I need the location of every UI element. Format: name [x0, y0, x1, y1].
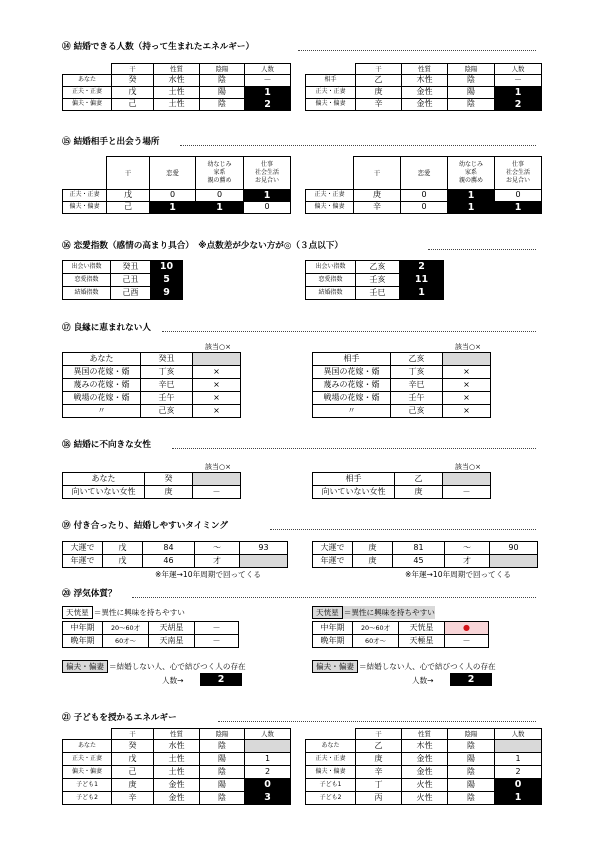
star-desc-text: ＝異性に興味を持ちやすい	[343, 608, 435, 617]
cell: 陰	[200, 99, 245, 111]
cell: 丁亥	[391, 366, 443, 379]
s21-right-table	[305, 728, 542, 805]
cell: 癸	[112, 75, 154, 87]
cell: 陽	[200, 87, 245, 99]
score-cell: 1	[400, 287, 444, 300]
s21-left-table	[62, 728, 291, 805]
cell: 陰	[200, 792, 245, 805]
cell: 辛巳	[391, 379, 443, 392]
cell: 辛	[112, 792, 154, 805]
header-cell: 幼なじみ 家系 親の薦め	[448, 157, 495, 190]
cell: 土性	[154, 753, 200, 766]
cell: 陰	[448, 766, 495, 779]
header-cell: 陰陽	[200, 64, 245, 75]
header-cell	[306, 157, 354, 190]
header-cell: 性質	[154, 64, 200, 75]
cell: 己酉	[111, 287, 151, 300]
section-19-title: ⑲ 付き合ったり、結婚しやすいタイミング	[62, 521, 228, 531]
cell: 己丑	[111, 274, 151, 287]
cell: 陰	[448, 99, 495, 111]
cell: 陽	[448, 753, 495, 766]
row-label: 相手	[306, 75, 356, 87]
row-label: 正夫・正妻	[306, 87, 356, 99]
check-cell: ×	[443, 405, 491, 418]
cell: 陽	[200, 753, 245, 766]
cell: 水性	[154, 75, 200, 87]
row-label: 出会い指数	[63, 261, 111, 274]
count-cell: 1	[150, 202, 196, 214]
cell: 金性	[402, 99, 448, 111]
cell: 天胡星	[149, 622, 195, 635]
cell: 癸	[145, 473, 193, 486]
cell: 81	[393, 542, 445, 555]
row-label: 結婚指数	[63, 287, 111, 300]
row-label: 年運で	[63, 555, 103, 568]
marker-cell: ●	[445, 622, 489, 635]
cell: 丁	[356, 779, 402, 792]
s15-right-table	[305, 156, 542, 214]
row-label: 戦場の花嫁・婿	[63, 392, 141, 405]
s18-left-table	[62, 472, 241, 499]
header-cell: 干	[356, 64, 402, 75]
cell: 陰	[448, 792, 495, 805]
cell: 戊	[103, 555, 143, 568]
cell: 60才～	[103, 635, 149, 648]
count-cell: 1	[245, 87, 291, 99]
cell: 20～60才	[103, 622, 149, 635]
cell: 金性	[402, 766, 448, 779]
cell: －	[195, 635, 239, 648]
header-cell: 陰陽	[448, 64, 495, 75]
check-cell	[443, 473, 491, 486]
section-18-title: ⑱ 結婚に不向きな女性	[62, 440, 151, 450]
s20-right-table	[312, 621, 489, 648]
count-cell: 1	[196, 202, 244, 214]
cell: 辛	[354, 202, 401, 214]
section-17-title: ⑰ 良縁に恵まれない人	[62, 323, 151, 333]
cell: 壬午	[391, 392, 443, 405]
cell: 陰	[200, 766, 245, 779]
title-dotted-rule	[172, 448, 536, 449]
s20-left-table	[62, 621, 239, 648]
cell: 庚	[145, 486, 193, 499]
row-label: 恋愛指数	[306, 274, 356, 287]
header-cell: 仕事 社会生活 お見合い	[244, 157, 291, 190]
partner-desc-text: ＝結婚しない人、心で結びつく人の存在	[358, 662, 496, 671]
row-label: 〃	[313, 405, 391, 418]
cell: ～	[445, 542, 490, 555]
cell: 己	[112, 99, 154, 111]
check-header: 該当○×	[205, 463, 231, 471]
row-label: あなた	[306, 740, 356, 753]
cell: 0	[150, 190, 196, 202]
partner-label: 偏夫・偏妻	[312, 660, 358, 673]
star-description	[62, 606, 185, 619]
check-cell: －	[443, 486, 491, 499]
cell: 己	[107, 202, 150, 214]
title-dotted-rule	[270, 529, 536, 530]
cell: 壬午	[141, 392, 193, 405]
row-label: 蔑みの花嫁・婿	[63, 379, 141, 392]
cell: 火性	[402, 779, 448, 792]
cell: 水性	[154, 740, 200, 753]
cell: ～	[195, 542, 240, 555]
check-cell: ×	[193, 392, 241, 405]
cell: 壬巳	[356, 287, 400, 300]
count-cell: 1	[495, 202, 542, 214]
check-cell: ×	[193, 405, 241, 418]
section-20-title: ⑳ 浮気体質？	[62, 589, 117, 599]
header-cell: 仕事 社会生活 お見合い	[495, 157, 542, 190]
cell: 戊	[103, 542, 143, 555]
section-21-title: ㉑ 子どもを授かるエネルギー	[62, 713, 177, 723]
cell: 庚	[353, 542, 393, 555]
count-box: 2	[450, 673, 492, 686]
row-label: 偏夫・偏妻	[306, 99, 356, 111]
cell: 0	[401, 190, 448, 202]
header-cell: 人数	[495, 64, 542, 75]
header-cell: 干	[112, 729, 154, 740]
title-dotted-rule	[180, 145, 536, 146]
check-cell: ×	[443, 392, 491, 405]
cell: 丙	[356, 792, 402, 805]
row-label: 偏夫・偏妻	[63, 202, 107, 214]
cell: 戊	[112, 87, 154, 99]
s18-right-table	[312, 472, 491, 499]
count-label: 人数→	[162, 676, 184, 685]
title-dotted-rule	[162, 331, 536, 332]
score-cell: 5	[151, 274, 183, 287]
header-cell: 人数	[245, 729, 291, 740]
row-label: 偏夫・偏妻	[63, 766, 112, 779]
row-label: 中年期	[63, 622, 103, 635]
cell: 乙	[356, 740, 402, 753]
s16-right-table	[305, 260, 444, 300]
cell: 壬亥	[356, 274, 400, 287]
cell: 90	[490, 542, 538, 555]
cell: 庚	[356, 753, 402, 766]
section-14-title: ⑭ 結婚できる人数（持って生まれたエネルギー）	[62, 42, 255, 52]
section-15-title: ⑮ 結婚相手と出会う場所	[62, 137, 160, 147]
header-cell: 干	[112, 64, 154, 75]
row-label: 正夫・正妻	[63, 190, 107, 202]
row-label: あなた	[63, 353, 141, 366]
cell: 金性	[402, 87, 448, 99]
check-cell: ×	[193, 366, 241, 379]
cell: 戊	[112, 753, 154, 766]
row-label: 出会い指数	[306, 261, 356, 274]
cell: 土性	[154, 766, 200, 779]
row-label: 相手	[313, 473, 395, 486]
year-cycle-note: ※年運→10年周期で回ってくる	[155, 570, 261, 579]
cell: 陽	[448, 87, 495, 99]
row-label: 蔑みの花嫁・婿	[313, 379, 391, 392]
row-label: 異国の花嫁・婿	[313, 366, 391, 379]
header-cell: 恋愛	[401, 157, 448, 190]
cell: 60才～	[353, 635, 399, 648]
cell: －	[495, 75, 542, 87]
score-cell: 11	[400, 274, 444, 287]
title-dotted-rule	[132, 597, 536, 598]
cell: 84	[143, 542, 195, 555]
cell: 0	[244, 202, 291, 214]
header-cell: 陰陽	[448, 729, 495, 740]
header-cell	[63, 64, 112, 75]
row-label: 正夫・正妻	[306, 753, 356, 766]
row-label: あなた	[63, 75, 112, 87]
cell: 癸丑	[111, 261, 151, 274]
score-cell: 9	[151, 287, 183, 300]
check-header: 該当○×	[455, 463, 481, 471]
cell: 0	[495, 190, 542, 202]
s16-left-table	[62, 260, 183, 300]
year-cycle-note: ※年運→10年周期で回ってくる	[405, 570, 511, 579]
header-cell	[63, 729, 112, 740]
row-label: 子ども2	[63, 792, 112, 805]
s17-right-table	[312, 352, 491, 418]
cell: 庚	[112, 779, 154, 792]
row-label: 子ども1	[306, 779, 356, 792]
s14-right-table	[305, 63, 542, 111]
header-cell: 性質	[402, 64, 448, 75]
cell: 金性	[402, 753, 448, 766]
check-cell: －	[193, 486, 241, 499]
cell: 庚	[353, 555, 393, 568]
row-label: あなた	[63, 740, 112, 753]
cell: 癸丑	[141, 353, 193, 366]
row-label: 晩年期	[63, 635, 103, 648]
row-label: 晩年期	[313, 635, 353, 648]
count-cell: 0	[245, 779, 291, 792]
cell: 庚	[356, 87, 402, 99]
count-cell: 2	[495, 99, 542, 111]
cell: －	[245, 75, 291, 87]
check-cell: ×	[193, 379, 241, 392]
cell: 金性	[154, 792, 200, 805]
cell: 木性	[402, 740, 448, 753]
count-cell: 1	[495, 87, 542, 99]
score-cell: 10	[151, 261, 183, 274]
title-dotted-rule	[218, 721, 536, 722]
s17-left-table	[62, 352, 241, 418]
count-cell: 1	[448, 190, 495, 202]
row-label: 子ども1	[63, 779, 112, 792]
row-label: 中年期	[313, 622, 353, 635]
cell	[490, 555, 538, 568]
row-label: 偏夫・偏妻	[306, 202, 354, 214]
cell: －	[445, 635, 489, 648]
row-label: 〃	[63, 405, 141, 418]
cell: 46	[143, 555, 195, 568]
partner-description	[312, 660, 496, 673]
s14-left-table	[62, 63, 291, 111]
count-cell: 3	[245, 792, 291, 805]
cell: 土性	[154, 99, 200, 111]
check-cell: ×	[443, 366, 491, 379]
cell: 庚	[395, 486, 443, 499]
cell: 天極星	[399, 635, 445, 648]
row-label: あなた	[63, 473, 145, 486]
cell: 乙亥	[356, 261, 400, 274]
cell: 1	[245, 753, 291, 766]
row-label: 年運で	[313, 555, 353, 568]
partner-label: 偏夫・偏妻	[62, 660, 108, 673]
cell: 土性	[154, 87, 200, 99]
cell: 庚	[354, 190, 401, 202]
cell: 0	[401, 202, 448, 214]
check-cell: ×	[443, 379, 491, 392]
count-box: 2	[200, 673, 242, 686]
cell: 戊	[107, 190, 150, 202]
check-header: 該当○×	[455, 343, 481, 351]
star-label: 天恍星	[62, 606, 93, 619]
cell: 20～60才	[353, 622, 399, 635]
row-label: 向いていない女性	[313, 486, 395, 499]
header-cell	[63, 157, 107, 190]
cell: 乙	[395, 473, 443, 486]
header-cell: 性質	[402, 729, 448, 740]
cell: 天南星	[149, 635, 195, 648]
cell: 丁亥	[141, 366, 193, 379]
cell: 陽	[448, 779, 495, 792]
count-cell: 1	[244, 190, 291, 202]
row-label: 大運で	[63, 542, 103, 555]
star-desc-text: ＝異性に興味を持ちやすい	[93, 608, 185, 617]
header-cell: 干	[107, 157, 150, 190]
header-cell	[306, 729, 356, 740]
cell: 0	[196, 190, 244, 202]
cell: 2	[245, 766, 291, 779]
count-label: 人数→	[412, 676, 434, 685]
count-cell: 1	[495, 792, 542, 805]
header-cell: 人数	[245, 64, 291, 75]
cell: 陰	[448, 75, 495, 87]
count-cell: 2	[245, 99, 291, 111]
cell: 己亥	[391, 405, 443, 418]
check-cell	[443, 353, 491, 366]
check-header: 該当○×	[205, 343, 231, 351]
s19-right-table	[312, 541, 538, 568]
cell	[240, 555, 288, 568]
cell: 陽	[200, 779, 245, 792]
star-label: 天恍星	[312, 606, 343, 619]
cell: 己	[112, 766, 154, 779]
star-description	[312, 606, 435, 619]
cell: 才	[445, 555, 490, 568]
section-16-title: ⑯ 恋愛指数（感情の高まり具合） ※点数差が少ない方が◎（３点以下）	[62, 241, 343, 251]
header-cell	[306, 64, 356, 75]
check-cell	[193, 473, 241, 486]
header-cell: 恋愛	[150, 157, 196, 190]
cell: 辛	[356, 766, 402, 779]
check-cell	[193, 353, 241, 366]
row-label: 相手	[313, 353, 391, 366]
title-dotted-rule	[428, 249, 536, 250]
cell: 辛巳	[141, 379, 193, 392]
cell: 金性	[154, 779, 200, 792]
header-cell: 性質	[154, 729, 200, 740]
row-label: 子ども2	[306, 792, 356, 805]
row-label: 正夫・正妻	[306, 190, 354, 202]
cell	[245, 740, 291, 753]
row-label: 正夫・正妻	[63, 753, 112, 766]
row-label: 結婚指数	[306, 287, 356, 300]
cell: 辛	[356, 99, 402, 111]
cell: 陰	[200, 75, 245, 87]
cell: －	[195, 622, 239, 635]
partner-description	[62, 660, 246, 673]
cell: 陰	[200, 740, 245, 753]
cell: 陰	[448, 740, 495, 753]
count-cell: 1	[448, 202, 495, 214]
cell: 癸	[112, 740, 154, 753]
cell: 天恍星	[399, 622, 445, 635]
title-dotted-rule	[298, 50, 536, 51]
s15-left-table	[62, 156, 291, 214]
cell: 93	[240, 542, 288, 555]
cell: 才	[195, 555, 240, 568]
row-label: 偏夫・偏妻	[63, 99, 112, 111]
cell: 乙亥	[391, 353, 443, 366]
row-label: 大運で	[313, 542, 353, 555]
row-label: 向いていない女性	[63, 486, 145, 499]
row-label: 正夫・正妻	[63, 87, 112, 99]
row-label: 偏夫・偏妻	[306, 766, 356, 779]
cell: 己亥	[141, 405, 193, 418]
cell: 乙	[356, 75, 402, 87]
count-cell: 0	[495, 779, 542, 792]
row-label: 異国の花嫁・婿	[63, 366, 141, 379]
cell	[495, 740, 542, 753]
row-label: 戦場の花嫁・婿	[313, 392, 391, 405]
cell: 2	[495, 766, 542, 779]
partner-desc-text: ＝結婚しない人、心で結びつく人の存在	[108, 662, 246, 671]
cell: 1	[495, 753, 542, 766]
cell: 木性	[402, 75, 448, 87]
score-cell: 2	[400, 261, 444, 274]
header-cell: 干	[356, 729, 402, 740]
cell: 火性	[402, 792, 448, 805]
header-cell: 幼なじみ 家系 親の薦め	[196, 157, 244, 190]
header-cell: 陰陽	[200, 729, 245, 740]
header-cell: 干	[354, 157, 401, 190]
row-label: 恋愛指数	[63, 274, 111, 287]
s19-left-table	[62, 541, 288, 568]
cell: 45	[393, 555, 445, 568]
header-cell: 人数	[495, 729, 542, 740]
